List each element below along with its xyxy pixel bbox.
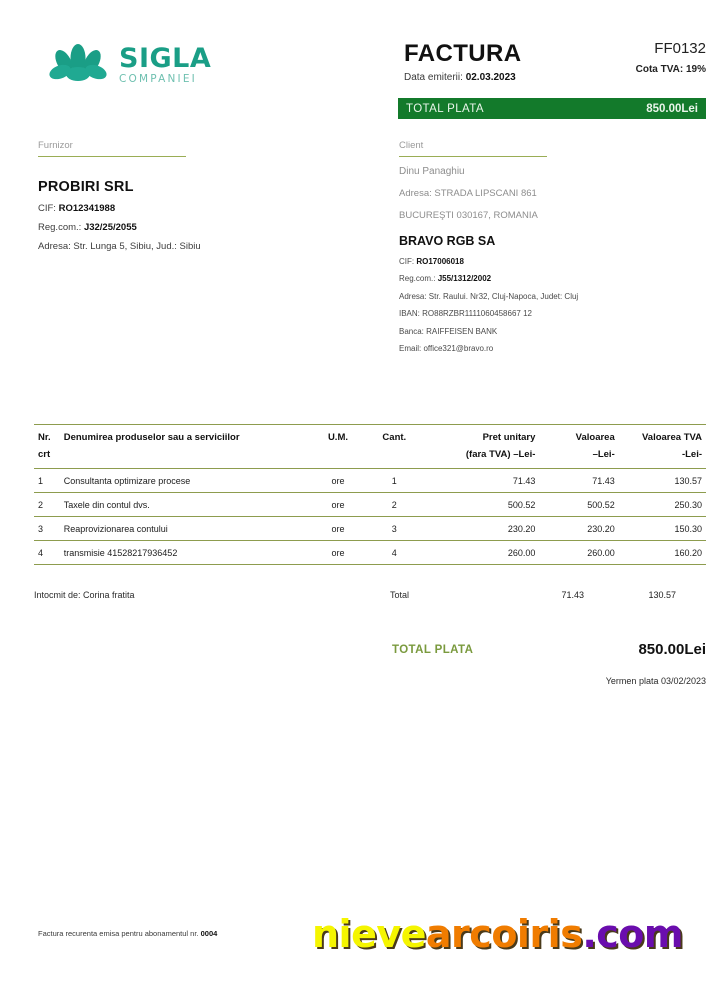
col-value: Valoarea: [543, 425, 620, 446]
watermark-part-3: .com: [582, 912, 684, 956]
cell-value: 500.52: [543, 493, 620, 517]
cell-vat-value: 160.20: [621, 541, 706, 565]
payment-due-date: Yermen plata 03/02/2023: [605, 676, 706, 686]
watermark-part-2: arcoiris: [425, 912, 583, 956]
logo-subtitle: COMPANIEI: [119, 73, 197, 86]
supplier-cif: [38, 203, 338, 214]
client-email: Email: office321@bravo.ro: [399, 344, 494, 353]
totals-label: Total: [390, 590, 410, 600]
watermark-part-1: nieve: [312, 912, 426, 956]
cell-um: ore: [310, 517, 365, 541]
cell-nr: 2: [34, 493, 64, 517]
supplier-name: PROBIRI SRL: [38, 179, 134, 195]
table-header-subrow: [34, 445, 706, 469]
logo-company-name: SIGLA: [119, 43, 212, 75]
page-title: FACTURA: [404, 40, 522, 67]
cell-um: ore: [310, 541, 365, 565]
client-divider: [399, 156, 547, 157]
cell-quantity: 2: [366, 493, 423, 517]
supplier-label: Furnizor: [38, 140, 73, 151]
issued-by: Intocmit de: Corina fratita: [34, 590, 135, 600]
col-value-sub: –Lei-: [592, 449, 615, 460]
client-iban: IBAN: RO88RZBR1111060458667 12: [399, 309, 532, 318]
cell-vat-value: 130.57: [621, 469, 706, 493]
col-um-sub: [310, 445, 365, 469]
issue-date-label: Data emiterii:: [404, 72, 463, 83]
supplier-reg-value: J32/25/2055: [83, 222, 137, 233]
table-body: [34, 469, 706, 565]
table-row: [34, 517, 706, 541]
cell-nr: 1: [34, 469, 64, 493]
client-address-line1: Adresa: STRADA LIPSCANI 861: [399, 188, 537, 199]
cell-vat-value: 250.30: [621, 493, 706, 517]
total-payment-banner-value: 850.00Lei: [646, 102, 698, 115]
client-reg-label: Reg.com.:: [399, 274, 436, 283]
col-description: Denumirea produselor sau a serviciilor: [64, 425, 311, 446]
issue-date: [404, 72, 516, 83]
client-address-line2: BUCUREŞTI 030167, ROMANIA: [399, 210, 538, 221]
cell-description: Consultanta optimizare procese: [64, 469, 311, 493]
grand-total-label: TOTAL PLATA: [392, 644, 474, 656]
invoice-number: FF0132: [654, 40, 706, 57]
cell-unit-price: 230.20: [423, 517, 543, 541]
supplier-reg-label: Reg.com.:: [38, 222, 82, 233]
client-bank: Banca: RAIFFEISEN BANK: [399, 326, 498, 336]
issue-date-value: 02.03.2023: [465, 72, 516, 83]
cell-um: ore: [310, 493, 365, 517]
col-nr: Nr.: [34, 425, 64, 446]
supplier-cif-label: CIF:: [38, 203, 56, 214]
col-description-sub: [64, 445, 311, 469]
client-reg-value: J55/1312/2002: [437, 274, 492, 283]
cell-description: Taxele din contul dvs.: [64, 493, 311, 517]
client-contact-name: Dinu Panaghiu: [399, 166, 465, 177]
total-payment-banner: [398, 98, 706, 119]
client-cif-label: CIF:: [399, 256, 415, 266]
totals-row: [34, 586, 706, 612]
watermark-logo: [312, 912, 683, 956]
cell-nr: 4: [34, 541, 64, 565]
col-um: U.M.: [310, 425, 365, 446]
supplier-cif-value: RO12341988: [58, 203, 116, 214]
cell-quantity: 3: [366, 517, 423, 541]
col-quantity-sub: [366, 445, 423, 469]
col-quantity: Cant.: [366, 425, 423, 446]
table-head: [34, 425, 706, 469]
grand-total-value: 850.00Lei: [638, 641, 706, 658]
cell-quantity: 1: [366, 469, 423, 493]
company-logo: [47, 42, 211, 88]
client-cif-value: RO17006018: [416, 256, 464, 266]
cell-description: transmisie 41528217936452: [64, 541, 311, 565]
supplier-address: Adresa: Str. Lunga 5, Sibiu, Jud.: Sibiu: [38, 241, 201, 252]
cell-quantity: 4: [366, 541, 423, 565]
col-unit-price: Pret unitary: [423, 425, 543, 446]
table-row: [34, 493, 706, 517]
client-address: Adresa: Str. Raului. Nr32, Cluj-Napoca, Judet: Cluj: [399, 291, 579, 301]
recurring-note-text: Factura recurenta emisa pentru abonamentul nr.: [38, 929, 199, 938]
table-row: [34, 469, 706, 493]
total-payment-banner-label: TOTAL PLATA: [406, 102, 484, 115]
col-unit-price-sub: (fara TVA) –Lei-: [465, 449, 536, 460]
client-block: [399, 140, 709, 353]
totals-vat-value: 130.57: [648, 590, 676, 600]
client-reg: [399, 274, 709, 283]
recurring-note: [38, 929, 217, 938]
supplier-block: [38, 140, 338, 252]
cell-um: ore: [310, 469, 365, 493]
cell-value: 260.00: [543, 541, 620, 565]
vat-rate: Cota TVA: 19%: [635, 64, 706, 75]
line-items-table: [34, 424, 706, 565]
cell-description: Reaprovizionarea contului: [64, 517, 311, 541]
col-nr-sub: crt: [38, 449, 51, 460]
col-vat-value: Valoarea TVA: [621, 425, 706, 446]
col-vat-value-sub: -Lei-: [681, 449, 702, 460]
cell-unit-price: 500.52: [423, 493, 543, 517]
client-cif: [399, 257, 709, 266]
table-header-row: [34, 425, 706, 446]
supplier-reg: [38, 222, 338, 233]
cell-value: 71.43: [543, 469, 620, 493]
cell-unit-price: 71.43: [423, 469, 543, 493]
lotus-flower-icon: [47, 42, 109, 88]
table-row: [34, 541, 706, 565]
cell-vat-value: 150.30: [621, 517, 706, 541]
cell-nr: 3: [34, 517, 64, 541]
cell-unit-price: 260.00: [423, 541, 543, 565]
supplier-divider: [38, 156, 186, 157]
recurring-subscription-number: 0004: [200, 929, 218, 938]
cell-value: 230.20: [543, 517, 620, 541]
client-label: Client: [399, 140, 424, 151]
client-company-name: BRAVO RGB SA: [399, 234, 496, 248]
totals-value: 71.43: [561, 590, 584, 600]
